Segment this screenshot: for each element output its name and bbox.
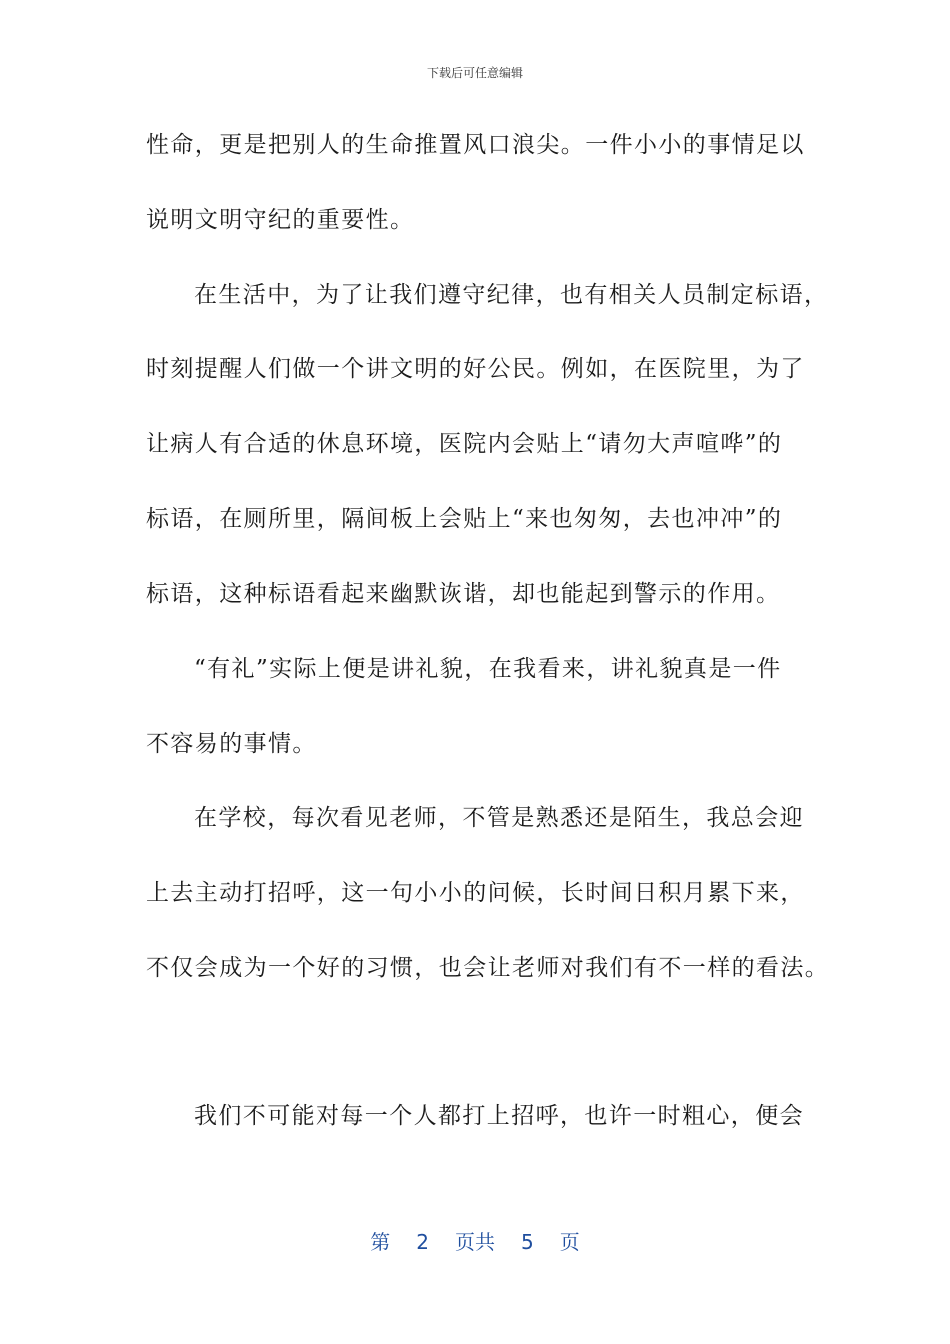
- total-pages-number: 5: [521, 1230, 534, 1254]
- page-header: 下载后可任意编辑: [426, 66, 523, 80]
- text-line: 不容易的事情。: [146, 731, 317, 757]
- text-line: 让病人有合适的休息环境，医院内会贴上“请勿大声喧哗”的: [146, 431, 783, 457]
- text-line: 说明文明守纪的重要性。: [146, 207, 415, 233]
- text-line: 我们不可能对每一个人都打上招呼，也许一时粗心，便会: [194, 1103, 804, 1129]
- text-line: “有礼”实际上便是讲礼貌，在我看来，讲礼貌真是一件: [194, 656, 782, 682]
- footer-middle: 页共: [455, 1230, 495, 1254]
- text-line: 不仅会成为一个好的习惯，也会让老师对我们有不一样的看法。: [146, 955, 830, 981]
- text-line: 性命，更是把别人的生命推置风口浪尖。一件小小的事情足以: [146, 132, 805, 158]
- text-line: 标语，这种标语看起来幽默诙谐，却也能起到警示的作用。: [146, 581, 781, 607]
- text-line: 上去主动打招呼，这一句小小的问候，长时间日积月累下来，: [146, 880, 805, 906]
- footer-suffix: 页: [559, 1230, 580, 1254]
- text-line: 标语，在厕所里，隔间板上会贴上“来也匆匆，去也冲冲”的: [146, 506, 783, 532]
- page-footer: [0, 1226, 950, 1255]
- current-page-number: 2: [416, 1230, 429, 1254]
- text-line: 时刻提醒人们做一个讲文明的好公民。例如，在医院里，为了: [146, 356, 805, 382]
- text-line: 在生活中，为了让我们遵守纪律，也有相关人员制定标语，: [194, 282, 829, 308]
- footer-prefix: 第: [370, 1230, 391, 1254]
- text-line: 在学校，每次看见老师，不管是熟悉还是陌生，我总会迎: [194, 805, 804, 831]
